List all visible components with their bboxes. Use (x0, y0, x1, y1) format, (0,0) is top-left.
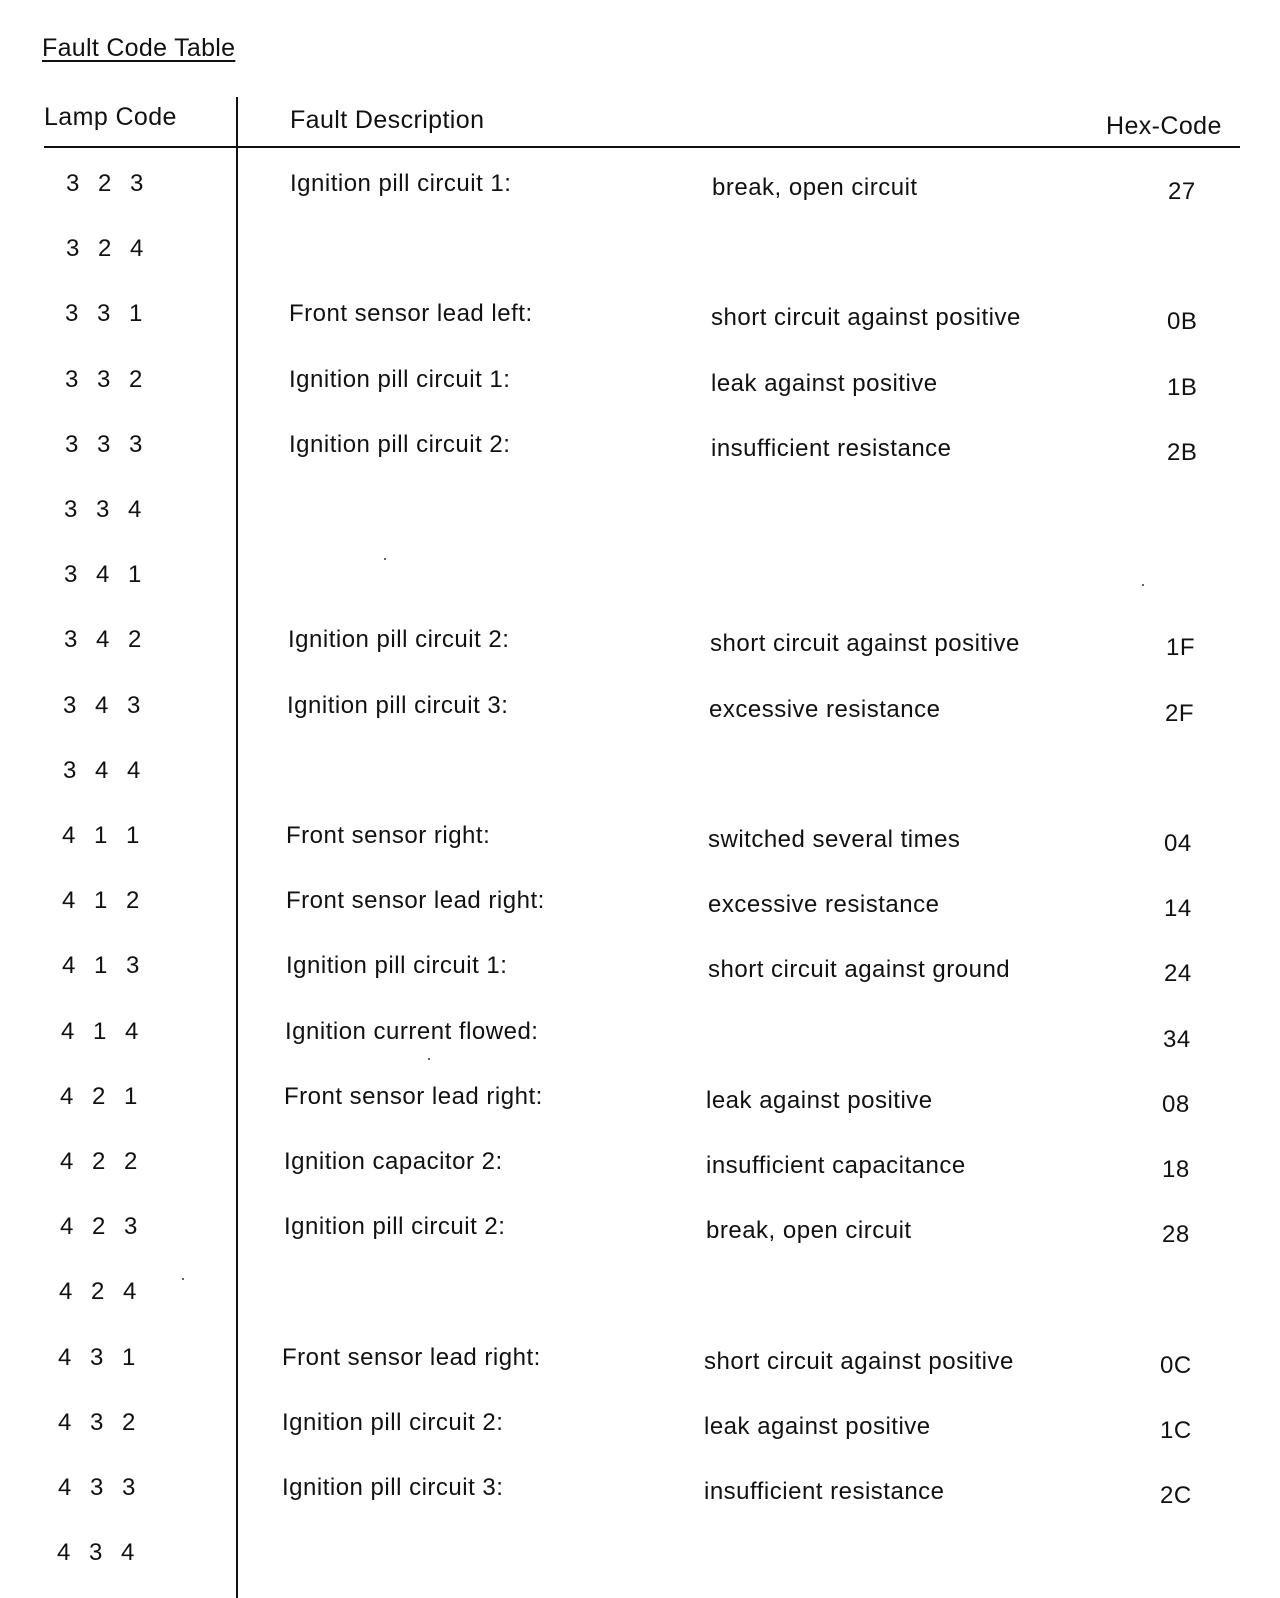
fault-condition: switched several times (708, 826, 961, 853)
fault-component: Front sensor lead right: (284, 1083, 543, 1110)
lamp-code: 4 2 1 (60, 1083, 138, 1110)
hex-code: 14 (1164, 895, 1192, 922)
table-row (0, 1539, 1280, 1589)
table-row (0, 561, 1280, 611)
table-row (0, 757, 1280, 807)
lamp-code: 3 3 3 (65, 431, 143, 458)
fault-condition: leak against positive (704, 1413, 931, 1440)
hex-code: 0C (1160, 1352, 1192, 1379)
lamp-code: 4 1 3 (62, 952, 140, 979)
lamp-code: 4 3 2 (58, 1409, 136, 1436)
fault-condition: leak against positive (706, 1087, 933, 1114)
fault-condition: insufficient resistance (704, 1478, 945, 1505)
lamp-code: 3 3 4 (64, 496, 142, 523)
scan-speck (182, 1278, 184, 1280)
fault-component: Ignition pill circuit 3: (282, 1474, 504, 1501)
table-row (0, 626, 1280, 676)
lamp-code: 3 2 3 (66, 170, 144, 197)
fault-component: Ignition pill circuit 1: (290, 170, 512, 197)
table-row (0, 952, 1280, 1002)
table-row (0, 1344, 1280, 1394)
lamp-code: 3 4 2 (64, 626, 142, 653)
lamp-code: 4 2 4 (59, 1278, 137, 1305)
lamp-code: 3 4 1 (64, 561, 142, 588)
fault-component: Ignition pill circuit 2: (288, 626, 510, 653)
fault-component: Ignition pill circuit 2: (289, 431, 511, 458)
table-row (0, 1474, 1280, 1524)
lamp-code: 4 3 1 (58, 1344, 136, 1371)
lamp-code: 3 4 3 (63, 692, 141, 719)
hex-code: 2F (1165, 700, 1195, 727)
hex-code: 1F (1166, 634, 1196, 661)
lamp-code: 3 3 2 (65, 366, 143, 393)
page-title: Fault Code Table (42, 34, 236, 62)
hex-code: 18 (1162, 1156, 1190, 1183)
hex-code: 2C (1160, 1482, 1192, 1509)
fault-condition: insufficient resistance (711, 435, 952, 462)
lamp-code: 4 2 3 (60, 1213, 138, 1240)
scan-speck (384, 558, 386, 560)
fault-condition: insufficient capacitance (706, 1152, 966, 1179)
lamp-code: 4 2 2 (60, 1148, 138, 1175)
table-row (0, 1409, 1280, 1459)
hex-code: 1C (1160, 1417, 1192, 1444)
fault-condition: break, open circuit (712, 174, 918, 201)
fault-component: Ignition pill circuit 2: (282, 1409, 504, 1436)
hex-code: 28 (1162, 1221, 1190, 1248)
lamp-code: 4 3 3 (58, 1474, 136, 1501)
table-row (0, 300, 1280, 350)
fault-component: Ignition pill circuit 1: (286, 952, 508, 979)
fault-condition: short circuit against positive (710, 630, 1020, 657)
hex-code: 1B (1167, 374, 1198, 401)
table-row (0, 822, 1280, 872)
fault-component: Front sensor right: (286, 822, 491, 849)
fault-condition: short circuit against ground (708, 956, 1011, 983)
hex-code-header: Hex-Code (1106, 112, 1222, 140)
fault-component: Ignition pill circuit 1: (289, 366, 511, 393)
table-row (0, 431, 1280, 481)
table-row (0, 496, 1280, 546)
table-row (0, 235, 1280, 285)
fault-component: Ignition pill circuit 2: (284, 1213, 506, 1240)
table-row (0, 1278, 1280, 1328)
lamp-code: 3 4 4 (63, 757, 141, 784)
hex-code: 0B (1167, 308, 1198, 335)
table-row (0, 1083, 1280, 1133)
table-row (0, 366, 1280, 416)
hex-code: 04 (1164, 830, 1192, 857)
table-row (0, 1018, 1280, 1068)
lamp-code: 3 3 1 (65, 300, 143, 327)
table-row (0, 170, 1280, 220)
fault-component: Front sensor lead right: (282, 1344, 541, 1371)
table-row (0, 1213, 1280, 1263)
hex-code: 27 (1168, 178, 1196, 205)
hex-code: 08 (1162, 1091, 1190, 1118)
fault-condition: excessive resistance (708, 891, 940, 918)
hex-code: 2B (1167, 439, 1198, 466)
lamp-code: 4 3 4 (57, 1539, 135, 1566)
fault-component: Ignition current flowed: (285, 1018, 539, 1045)
fault-condition: excessive resistance (709, 696, 941, 723)
scan-speck (428, 1058, 430, 1060)
fault-condition: break, open circuit (706, 1217, 912, 1244)
lamp-code: 4 1 2 (62, 887, 140, 914)
fault-condition: leak against positive (711, 370, 938, 397)
lamp-code: 4 1 4 (61, 1018, 139, 1045)
scan-speck (1142, 584, 1144, 586)
table-row (0, 887, 1280, 937)
hex-code: 24 (1164, 960, 1192, 987)
fault-component: Front sensor lead left: (289, 300, 533, 327)
table-row (0, 1148, 1280, 1198)
lamp-code: 3 2 4 (66, 235, 144, 262)
fault-component: Ignition pill circuit 3: (287, 692, 509, 719)
fault-condition: short circuit against positive (704, 1348, 1014, 1375)
fault-component: Front sensor lead right: (286, 887, 545, 914)
fault-component: Ignition capacitor 2: (284, 1148, 503, 1175)
hex-code: 34 (1163, 1026, 1191, 1053)
table-row (0, 692, 1280, 742)
fault-description-header: Fault Description (290, 106, 485, 134)
lamp-code-header: Lamp Code (44, 103, 177, 131)
fault-condition: short circuit against positive (711, 304, 1021, 331)
lamp-code: 4 1 1 (62, 822, 140, 849)
